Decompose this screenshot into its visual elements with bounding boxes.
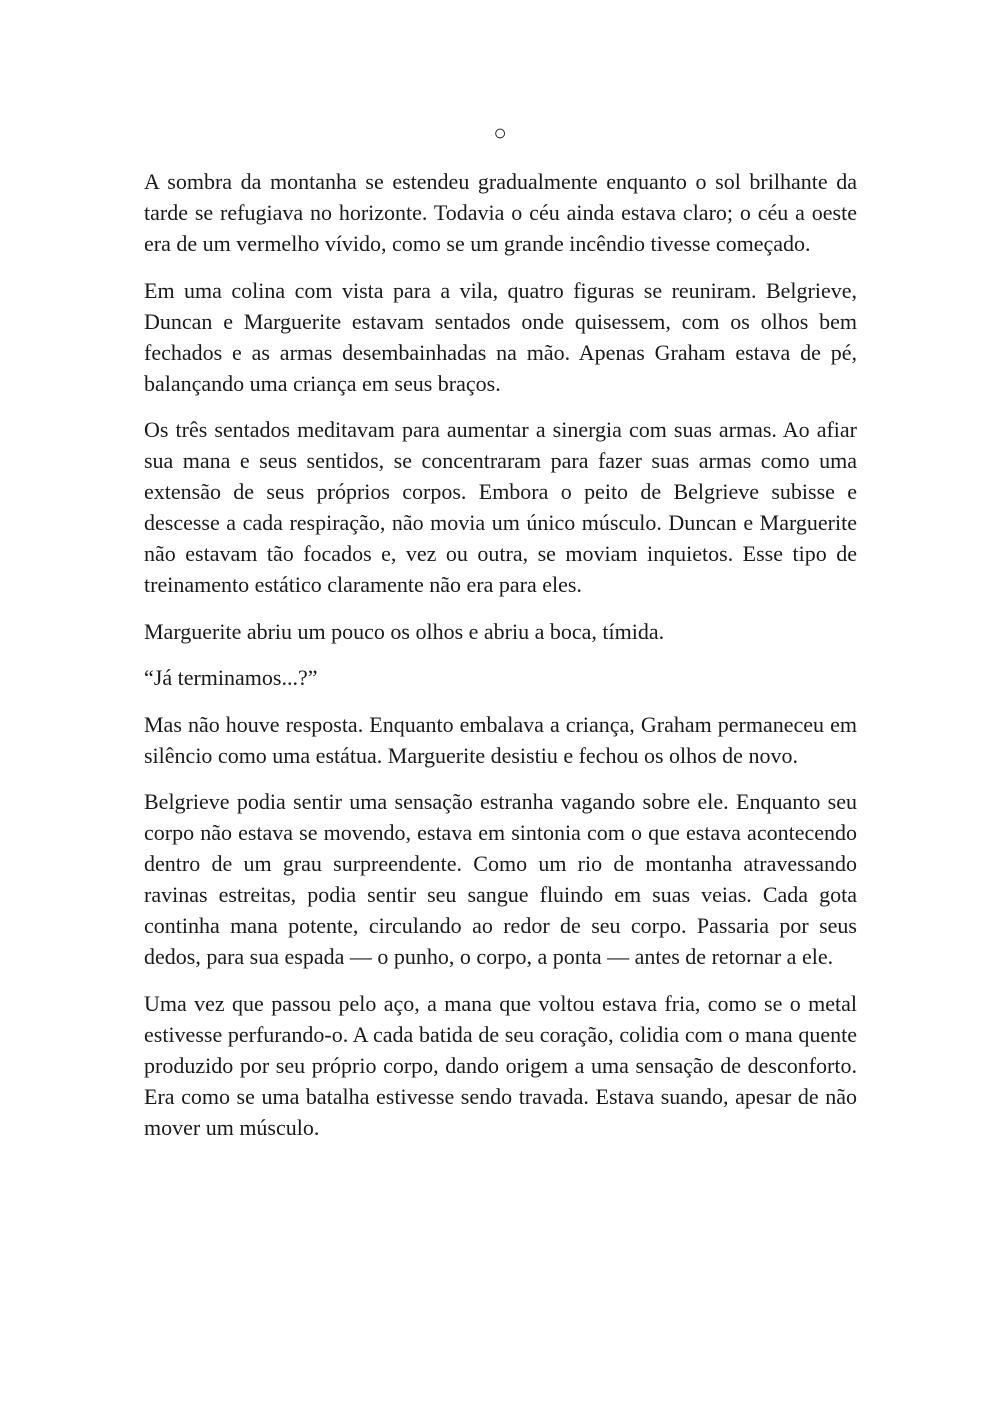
section-separator: ○ — [493, 120, 507, 145]
paragraph: Os três sentados meditavam para aumentar a sinergia com suas armas. Ao afiar sua mana e seus sentidos, se concentraram para fazer suas armas como uma extensão de seus próprios corpos. Embora o peito de Belgrieve subisse e descesse a cada respiração, não movia um único músculo. Duncan e Marguerite não estavam tão focados e, vez ou outra, se moviam inquietos. Esse tipo de treinamento estático claramente não era para eles. — [144, 417, 857, 597]
paragraph: Uma vez que passou pelo aço, a mana que voltou estava fria, como se o metal estivesse perfurando-o. A cada batida de seu coração, colidia com o mana quente produzido por seu próprio corpo, dando origem a uma sensação de desconforto. Era como se uma batalha estivesse sendo travada. Estava suando, apesar de não mover um músculo. — [144, 990, 857, 1140]
paragraph: Marguerite abriu um pouco os olhos e abriu a boca, tímida. — [144, 618, 665, 644]
paragraph: “Já terminamos...?” — [144, 665, 318, 690]
body-text — [144, 166, 857, 1158]
paragraph: Mas não houve resposta. Enquanto embalava a criança, Graham permaneceu em silêncio como uma estátua. Marguerite desistiu e fechou os olhos de novo. — [144, 711, 857, 768]
paragraph: A sombra da montanha se estendeu gradualmente enquanto o sol brilhante da tarde se refugiava no horizonte. Todavia o céu ainda estava claro; o céu a oeste era de um vermelho vívido, como se um grande incêndio tivesse começado. — [144, 169, 857, 256]
paragraph: Belgrieve podia sentir uma sensação estranha vagando sobre ele. Enquanto seu corpo não estava se movendo, estava em sintonia com o que estava acontecendo dentro de um grau surpreendente. Como um rio de montanha atravessando ravinas estreitas, podia sentir seu sangue fluindo em suas veias. Cada gota continha mana potente, circulando ao redor de seu corpo. Passaria por seus dedos, para sua espada — o punho, o corpo, a ponta — antes de retornar a ele. — [144, 789, 857, 969]
paragraph: Em uma colina com vista para a vila, quatro figuras se reuniram. Belgrieve, Duncan e Marguerite estavam sentados onde quisessem, com os olhos bem fechados e as armas desembainhadas na mão. Apenas Graham estava de pé, balançando uma criança em seus braços. — [144, 277, 857, 396]
